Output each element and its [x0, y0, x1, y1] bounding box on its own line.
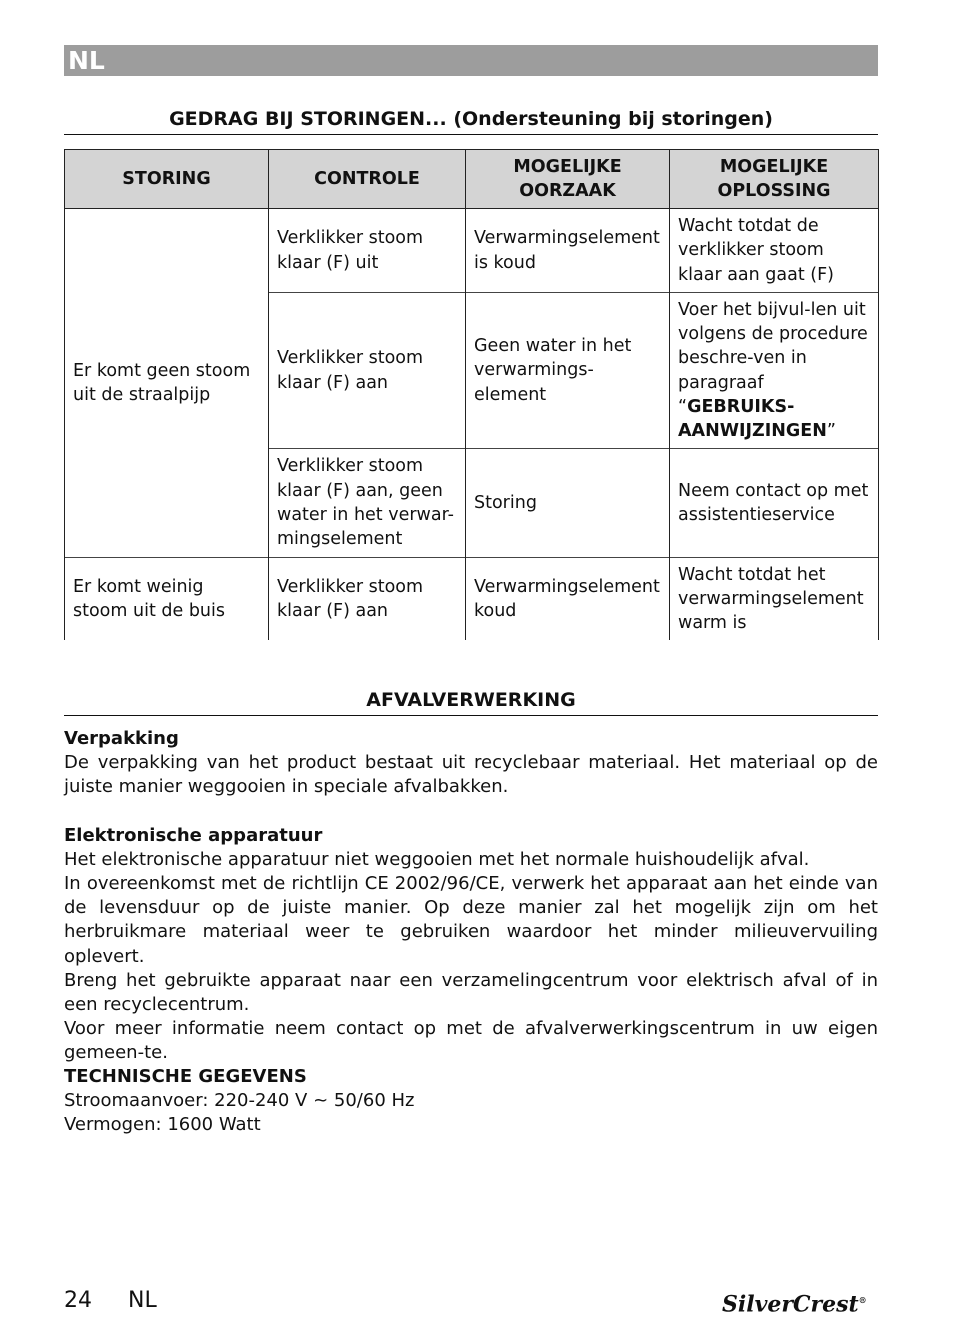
check-cell: Verklikker stoom klaar (F) aan, geen water in het verwar-mingselement [269, 449, 466, 558]
solution-text-end: ” [826, 421, 836, 442]
solution-text: Voer het bijvul-len uit volgens de procedure beschre-ven in paragraaf “ [678, 299, 868, 417]
column-header-oplossing: MOGELIJKE OPLOSSING [670, 150, 879, 209]
solution-cell: Wacht totdat de verklikker stoom klaar aan gaat (F) [670, 209, 879, 293]
packaging-text: De verpakking van het product bestaat uit recyclebaar materiaal. Het materiaal op de juiste manier weggooien in speciale afvalbakken. [64, 752, 878, 798]
solution-cell: Wacht totdat het verwarmingselement warm is [670, 558, 879, 641]
footer-language: NL [128, 1288, 157, 1313]
spacer [64, 800, 878, 824]
language-code: NL [68, 46, 105, 75]
disposal-section [64, 727, 878, 1066]
brand-name: SilverCrest [722, 1291, 859, 1318]
solution-cell: Neem contact op met assistentieservice [670, 449, 879, 558]
troubleshooting-title: GEDRAG BIJ STORINGEN... (Ondersteuning bij storingen) [64, 106, 878, 135]
cause-cell: Geen water in het verwarmings-element [466, 293, 670, 449]
solution-reference: GEBRUIKS-AANWIJZINGEN [678, 396, 827, 442]
problem-cell: Er komt geen stoom uit de straalpijp [65, 209, 269, 558]
cause-cell: Verwarmingselement koud [466, 558, 670, 641]
packaging-heading: Verpakking [64, 728, 179, 749]
table-header-row [65, 150, 879, 209]
check-cell: Verklikker stoom klaar (F) aan [269, 293, 466, 449]
disposal-title: AFVALVERWERKING [64, 688, 878, 716]
language-header-bar [64, 45, 878, 76]
column-header-oorzaak: MOGELIJKE OORZAAK [466, 150, 670, 209]
column-header-storing: STORING [65, 150, 269, 209]
check-cell: Verklikker stoom klaar (F) uit [269, 209, 466, 293]
registered-mark: ® [858, 1295, 867, 1305]
electronics-heading: Elektronische apparatuur [64, 824, 323, 846]
table-row [65, 209, 879, 293]
solution-cell [670, 293, 879, 449]
cause-cell: Verwarmingselement is koud [466, 209, 670, 293]
technical-section [64, 1065, 878, 1138]
electronics-paragraph-1: Het elektronische apparatuur niet weggooien met het normale huishoudelijk afval. [64, 848, 810, 870]
problem-cell: Er komt weinig stoom uit de buis [65, 558, 269, 641]
page-number: 24 [64, 1288, 92, 1313]
technical-heading: TECHNISCHE GEGEVENS [64, 1066, 307, 1087]
electronics-paragraph-3: Breng het gebruikte apparaat naar een verzamelingcentrum voor elektrisch afval of in een recyclecentrum. [64, 969, 878, 1016]
cause-cell: Storing [466, 449, 670, 558]
table-row [65, 558, 879, 641]
power-supply: Stroomaanvoer: 220-240 V ~ 50/60 Hz [64, 1090, 415, 1112]
electronics-paragraph-4: Voor meer informatie neem contact op met de afvalverwerkingscentrum in uw eigen gemeen-te. [64, 1018, 878, 1064]
column-header-controle: CONTROLE [269, 150, 466, 209]
power-rating: Vermogen: 1600 Watt [64, 1114, 261, 1136]
check-cell: Verklikker stoom klaar (F) aan [269, 558, 466, 641]
troubleshooting-table [64, 149, 879, 640]
electronics-paragraph-2: In overeenkomst met de richtlijn CE 2002/96/CE, verwerk het apparaat aan het einde van de levensduur op de juiste manier. Op deze manier zal het mogelijk zijn om het herbruikmare materiaal weer te gebruiken waardoor het minder milieuvervuiling oplevert. [64, 873, 878, 967]
brand-logo [722, 1286, 867, 1318]
